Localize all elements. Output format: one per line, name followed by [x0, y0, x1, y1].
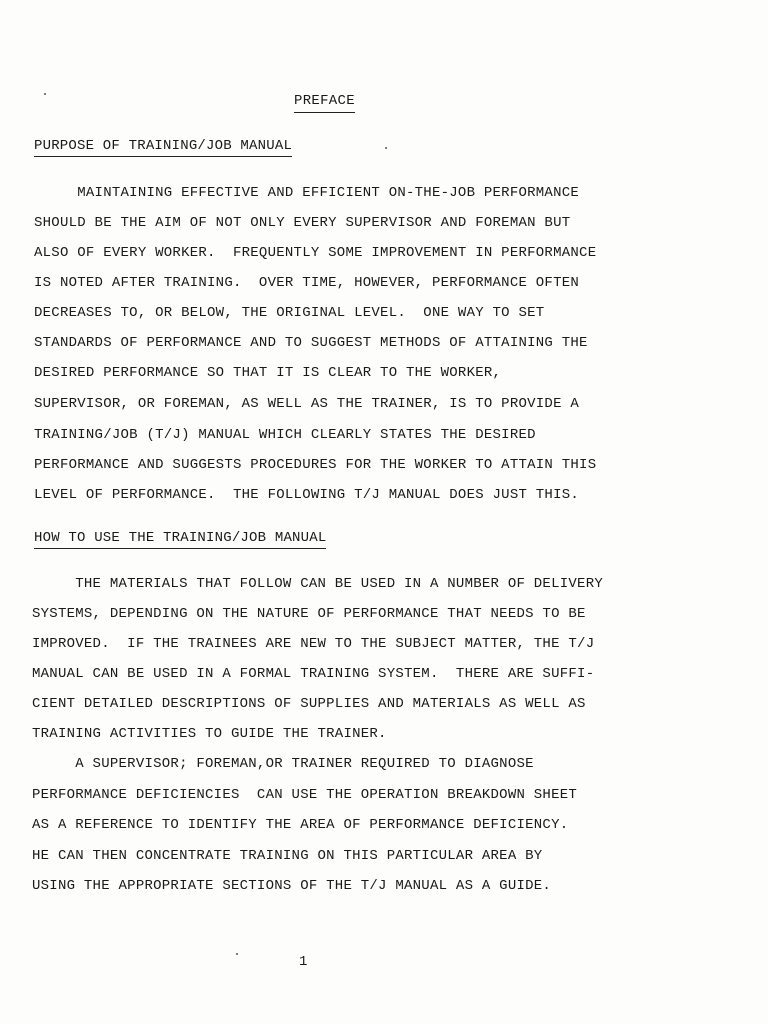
paragraph-line: CIENT DETAILED DESCRIPTIONS OF SUPPLIES AND MATERIALS AS WELL AS — [32, 696, 586, 712]
paragraph-line: THE MATERIALS THAT FOLLOW CAN BE USED IN A NUMBER OF DELIVERY — [32, 576, 603, 592]
paragraph-line: PERFORMANCE AND SUGGESTS PROCEDURES FOR THE WORKER TO ATTAIN THIS — [34, 457, 597, 473]
paragraph-line: MAINTAINING EFFECTIVE AND EFFICIENT ON-THE-JOB PERFORMANCE — [34, 185, 580, 201]
paragraph-line: MANUAL CAN BE USED IN A FORMAL TRAINING SYSTEM. THERE ARE SUFFI- — [32, 666, 595, 682]
paragraph-line: A SUPERVISOR; FOREMAN,OR TRAINER REQUIRED TO DIAGNOSE — [32, 756, 534, 772]
page-number: 1 — [299, 954, 308, 970]
paragraph-line: AS A REFERENCE TO IDENTIFY THE AREA OF PERFORMANCE DEFICIENCY. — [32, 817, 569, 833]
scan-speck — [385, 147, 387, 149]
paragraph-line: LEVEL OF PERFORMANCE. THE FOLLOWING T/J MANUAL DOES JUST THIS. — [34, 487, 580, 503]
section-heading-purpose: PURPOSE OF TRAINING/JOB MANUAL — [34, 138, 292, 157]
section-heading-how-to-use: HOW TO USE THE TRAINING/JOB MANUAL — [34, 530, 326, 549]
scan-speck — [236, 953, 238, 955]
scan-speck — [44, 93, 46, 95]
paragraph-line: HE CAN THEN CONCENTRATE TRAINING ON THIS PARTICULAR AREA BY — [32, 848, 543, 864]
paragraph-line: STANDARDS OF PERFORMANCE AND TO SUGGEST METHODS OF ATTAINING THE — [34, 335, 588, 351]
paragraph-line: SYSTEMS, DEPENDING ON THE NATURE OF PERFORMANCE THAT NEEDS TO BE — [32, 606, 586, 622]
page-title: PREFACE — [294, 93, 355, 113]
paragraph-line: ALSO OF EVERY WORKER. FREQUENTLY SOME IMPROVEMENT IN PERFORMANCE — [34, 245, 597, 261]
paragraph-line: TRAINING ACTIVITIES TO GUIDE THE TRAINER. — [32, 726, 387, 742]
paragraph-line: USING THE APPROPRIATE SECTIONS OF THE T/J MANUAL AS A GUIDE. — [32, 878, 552, 894]
paragraph-line: TRAINING/JOB (T/J) MANUAL WHICH CLEARLY STATES THE DESIRED — [34, 427, 536, 443]
paragraph-line: PERFORMANCE DEFICIENCIES CAN USE THE OPERATION BREAKDOWN SHEET — [32, 787, 578, 803]
paragraph-line: IMPROVED. IF THE TRAINEES ARE NEW TO THE SUBJECT MATTER, THE T/J — [32, 636, 595, 652]
paragraph-line: IS NOTED AFTER TRAINING. OVER TIME, HOWEVER, PERFORMANCE OFTEN — [34, 275, 580, 291]
paragraph-line: SUPERVISOR, OR FOREMAN, AS WELL AS THE TRAINER, IS TO PROVIDE A — [34, 396, 580, 412]
paragraph-line: SHOULD BE THE AIM OF NOT ONLY EVERY SUPERVISOR AND FOREMAN BUT — [34, 215, 571, 231]
paragraph-line: DESIRED PERFORMANCE SO THAT IT IS CLEAR TO THE WORKER, — [34, 365, 502, 381]
paragraph-line: DECREASES TO, OR BELOW, THE ORIGINAL LEVEL. ONE WAY TO SET — [34, 305, 545, 321]
